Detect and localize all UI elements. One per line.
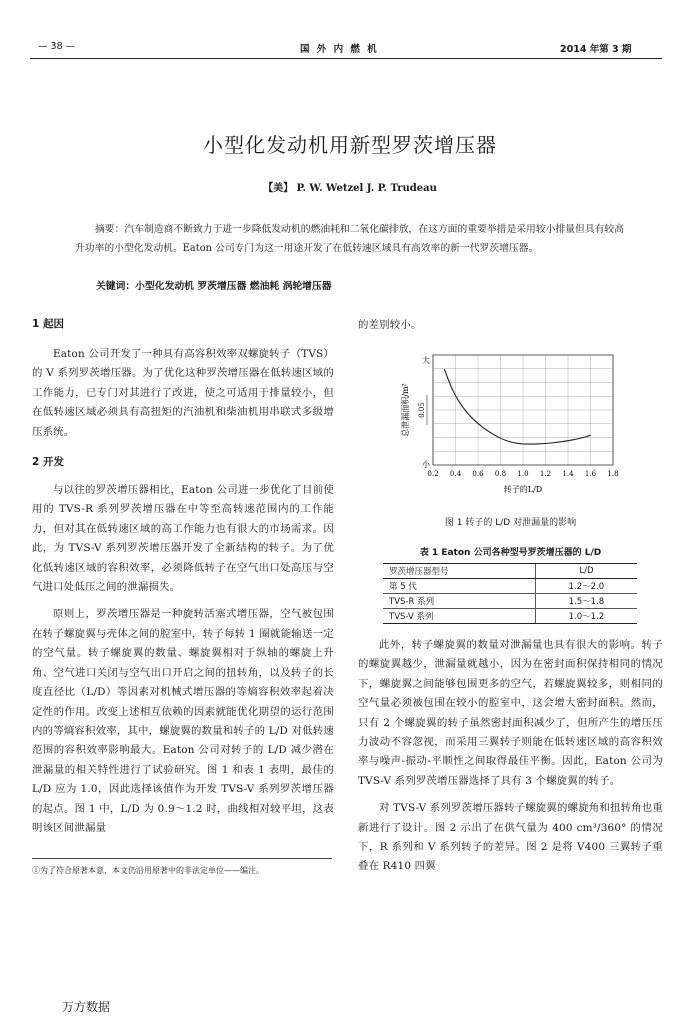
table-row xyxy=(383,594,637,609)
x-tick-labels xyxy=(427,470,618,478)
right-column-continuation: 的差别较小。 xyxy=(358,319,422,331)
table-cell-ld: 1.2～2.0 xyxy=(535,579,637,594)
x-tick-label: 1.6 xyxy=(584,470,597,478)
y-axis-label: 总泄漏面积/m² xyxy=(401,383,410,437)
table-1-caption: 表 1 Eaton 公司各种型号罗茨增压器的 L/D xyxy=(419,548,602,558)
table-1-grid xyxy=(383,563,637,624)
leakage-curve xyxy=(444,369,590,444)
section-heading-1: 1 起因 xyxy=(32,318,64,330)
keywords: 关键词：小型化发动机 罗茨增压器 燃油耗 涡轮增压器 xyxy=(96,281,332,292)
footnote: ①为了符合原著本意，本文仍沿用原著中的非法定单位——编注。 xyxy=(32,866,264,875)
issue-label: 2014 年第 3 期 xyxy=(560,44,632,55)
right-paragraph-2: 对 TVS-V 系列罗茨增压器转子螺旋翼的螺旋角和扭转角也重新进行了设计。图 2 示出了在供气量为 400 cm³/360° 的情况下，R 系列和 V 系列转子的差异。图 2 是将 V400 三翼转子重叠在 R410 四翼 xyxy=(358,802,663,873)
right-column xyxy=(358,636,663,885)
table-cell-ld: 1.5～1.8 xyxy=(535,594,637,609)
x-tick-label: 0.6 xyxy=(472,470,484,478)
figure-1-caption: 图 1 转子的 L/D 对泄漏量的影响 xyxy=(444,518,577,528)
table-header-model: 罗茨增压器型号 xyxy=(383,564,535,579)
table-row xyxy=(383,609,637,624)
y-bottom-label: 小 xyxy=(422,460,430,469)
table-cell-ld: 1.0～1.2 xyxy=(535,609,637,624)
table-header-row xyxy=(383,564,637,579)
authors: 【美】 P. W. Wetzel J. P. Trudeau xyxy=(263,183,437,194)
article-title: 小型化发动机用新型罗茨增压器 xyxy=(203,133,497,157)
journal-name: 国 外 内 燃 机 xyxy=(300,44,379,55)
section-2-paragraph-2: 原则上，罗茨增压器是一种旋转活塞式增压器，空气被包围在转子螺旋翼与壳体之间的腔室中，转子每转 1 圈就能输送一定的空气量。转子螺旋翼的数量、螺旋翼相对于纵轴的螺旋上升角、空气进口关闭与空气出口开启之间的扭转角，以及转子的长度直径比（L/D）等因素对机械式增压器的等熵容积效率起着决定性的作用。改变上述相互依赖的因素就能优化期望的运行范围内的等熵容积效率，其中，螺旋翼的数量和转子的 L/D 对低转速范围的容积效率影响最大。Eaton 公司对转子的 L/D 减少潜在泄漏量的相关特性进行了试验研究。图 1 和表 1 表明，最佳的 L/D 应为 1.0，因此选择该值作为开发 TVS-V 系列罗茨增压器的起点。图 1 中，L/D 为 0.9～1.2 时，曲线相对较平坦，这表明该区间泄漏量 xyxy=(32,608,334,834)
x-tick-label: 1.4 xyxy=(562,470,574,478)
table-cell-model: 第 5 代 xyxy=(383,579,535,594)
x-tick-label: 1.0 xyxy=(517,470,529,478)
section-1-paragraph: Eaton 公司开发了一种具有高容积效率双螺旋转子（TVS）的 V 系列罗茨增压器。为了优化这种罗茨增压器在低转速区域的工作能力，已专门对其进行了改进，使之可适用于排量较小，但在低转速区域必须具有高扭矩的汽油机和柴油机用串联式多级增压系统。 xyxy=(32,348,334,438)
abstract: 摘要：汽车制造商不断致力于进一步降低发动机的燃油耗和二氧化碳排放，在这方面的重要举措是采用较小排量但具有较高升功率的小型化发动机。Eaton 公司专门为这一用途开发了在低转速区域具有高效率的新一代罗茨增压器。 xyxy=(75,224,625,254)
y-top-label: 大 xyxy=(422,356,430,365)
section-heading-2: 2 开发 xyxy=(32,456,64,469)
table-1 xyxy=(383,563,637,624)
x-axis-label: 转子的L/D xyxy=(503,485,543,494)
table-row xyxy=(383,579,637,594)
chart-grid xyxy=(433,355,613,465)
x-tick-label: 0.4 xyxy=(449,470,462,478)
header-rule xyxy=(30,58,662,59)
left-column xyxy=(32,316,334,846)
figure-1 xyxy=(395,345,635,505)
figure-1-chart xyxy=(395,345,635,505)
x-tick-label: 0.2 xyxy=(427,470,439,478)
right-paragraph-1: 此外，转子螺旋翼的数量对泄漏量也具有很大的影响。转子的螺旋翼越少，泄漏量就越小，因为在密封面积保持相同的情况下，螺旋翼之间能够包围更多的空气，若螺旋翼较多，则相同的空气量必须被包围在较小的腔室中，这会增大密封面积。然而，只有 2 个螺旋翼的转子虽然密封面积减少了，但所产生的增压压力波动不容忽视，而采用三翼转子则能在低转速区域的高容积效率与噪声-振动-平顺性之间取得最佳平衡。因此，Eaton 公司为 TVS-V 系列罗茨增压器选择了具有 3 个螺旋翼的转子。 xyxy=(358,639,663,787)
x-tick-label: 1.2 xyxy=(539,470,552,478)
table-cell-model: TVS-R 系列 xyxy=(383,594,535,609)
footnote-rule xyxy=(32,858,332,859)
table-cell-model: TVS-V 系列 xyxy=(383,609,535,624)
page-number: — 38 — xyxy=(38,41,76,52)
watermark: 万方数据 xyxy=(62,1000,111,1014)
table-header-ld: L/D xyxy=(535,564,637,579)
x-tick-label: 0.8 xyxy=(494,470,507,478)
x-tick-label: 1.8 xyxy=(607,470,619,478)
section-2-paragraph-1: 与以往的罗茨增压器相比，Eaton 公司进一步优化了目前使用的 TVS-R 系列罗茨增压器在中等至高转速范围内的工作能力，但对其在低转速区域的高工作能力也有很大的市场需求。因此，为 TVS-V 系列罗茨增压器开发了全新结构的转子。为了优化低转速区域的容积效率，必须降低转子在空气出口处高压与空气进口处低压之间的泄漏损失。 xyxy=(32,484,334,594)
y-scale-label: 0.05 xyxy=(418,402,426,418)
